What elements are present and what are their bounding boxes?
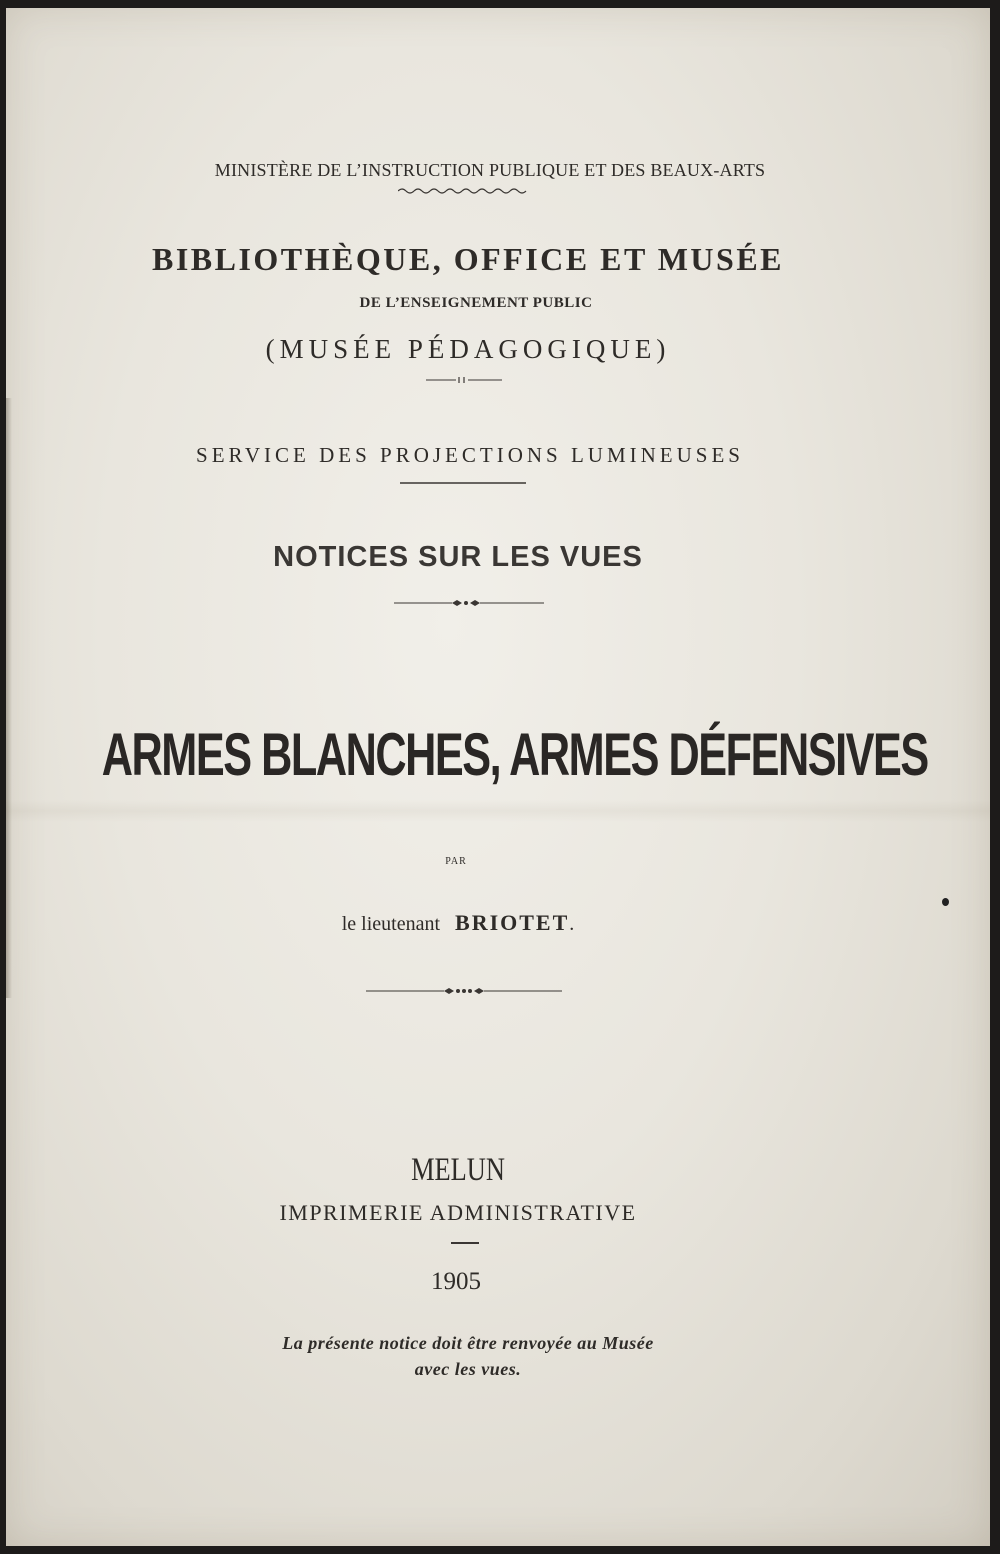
- institution-subtitle: DE L’ENSEIGNEMENT PUBLIC: [359, 295, 593, 311]
- document-title: ARMES BLANCHES, ARMES DÉFENSIVES: [101, 721, 928, 788]
- institution-title: BIBLIOTHÈQUE, OFFICE ET MUSÉE: [151, 241, 785, 277]
- short-dash-rule: [451, 1241, 479, 1245]
- beaded-rule-ornament: [394, 598, 544, 608]
- service-heading: SERVICE DES PROJECTIONS LUMINEUSES: [196, 443, 744, 467]
- wavy-rule-ornament: [398, 186, 528, 196]
- dotted-rule-ornament: [366, 986, 562, 996]
- author-period: .: [569, 913, 575, 935]
- return-notice-line-1: La présente notice doit être renvoyée au Musée: [282, 1333, 654, 1353]
- museum-name: (MUSÉE PÉDAGOGIQUE): [265, 334, 671, 364]
- document-page: [6, 8, 990, 1546]
- staple-shadow: [6, 398, 12, 998]
- ministry-heading: MINISTÈRE DE L’INSTRUCTION PUBLIQUE ET DES BEAUX-ARTS: [214, 160, 766, 180]
- return-notice-line-2: avec les vues.: [414, 1359, 522, 1379]
- author-rank: le lieutenant: [341, 913, 441, 935]
- publication-year: 1905: [431, 1268, 481, 1295]
- return-notice: [6, 1330, 960, 1382]
- series-heading: NOTICES SUR LES VUES: [273, 541, 643, 573]
- plain-rule: [400, 481, 526, 485]
- author-name: BRIOTET: [455, 910, 570, 935]
- by-label: PAR: [445, 856, 467, 867]
- ink-speck: [942, 898, 949, 906]
- author-line: [6, 910, 950, 936]
- city-name: MELUN: [411, 1152, 505, 1188]
- paper-fold: [6, 800, 990, 822]
- printer-name: IMPRIMERIE ADMINISTRATIVE: [279, 1200, 637, 1225]
- small-rule-ornament: [426, 375, 502, 385]
